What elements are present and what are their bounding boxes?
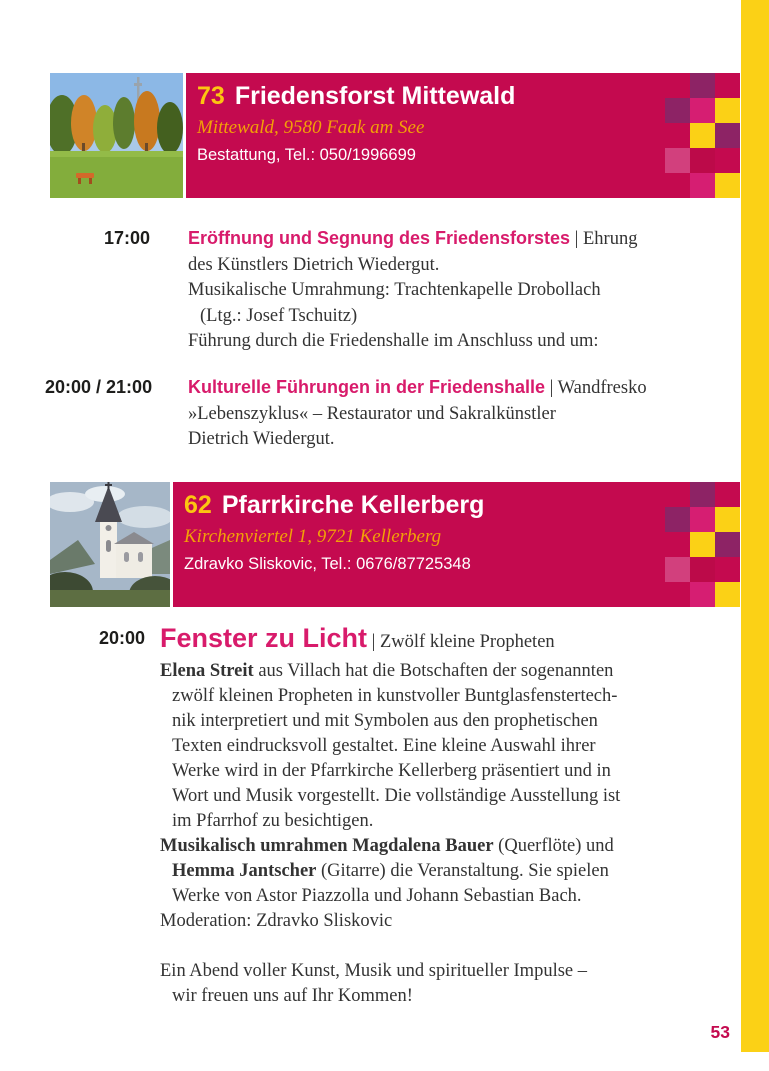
venue-number: 62	[184, 491, 212, 519]
venue-title-line	[197, 82, 740, 114]
text-segment-plain: Moderation: Zdravko Sliskovic	[160, 911, 393, 931]
mosaic-square	[690, 173, 715, 198]
mosaic-square	[665, 98, 690, 123]
venue-address: Mittewald, 9580 Faak am See	[197, 117, 425, 138]
text-segment-plain: nik interpretiert und mit Symbolen aus den prophetischen	[172, 711, 598, 731]
venue-contact: Zdravko Sliskovic, Tel.: 0676/87725348	[184, 555, 471, 573]
mosaic-square	[690, 482, 715, 507]
text-segment-feature: Fenster zu Licht	[160, 623, 368, 653]
forest-illustration	[50, 73, 183, 198]
mosaic-square	[665, 148, 690, 173]
text-segment-plain: aus Villach hat die Botschaften der sogenannten	[253, 661, 614, 681]
mosaic-square	[690, 557, 715, 582]
mosaic-square	[715, 123, 740, 148]
text-segment-bold: Hemma Jantscher	[172, 861, 317, 881]
mosaic-square	[665, 557, 690, 582]
venue-number: 73	[197, 82, 225, 110]
event-text	[188, 226, 733, 355]
page-number: 53	[710, 1022, 730, 1042]
text-segment-plain: | Zwölf kleine Propheten	[367, 632, 555, 652]
event-time: 20:00	[98, 628, 145, 648]
text-segment-plain: »Lebenszyklus« – Restaurator und Sakralkünstler	[188, 403, 556, 424]
event-text	[160, 622, 740, 1009]
text-segment-plain: zwölf kleinen Propheten in kunstvoller Buntglasfenstertech-	[172, 686, 618, 706]
text-segment-title: Eröffnung und Segnung des Friedensforstes	[188, 228, 571, 248]
mosaic-square	[715, 507, 740, 532]
mosaic-square	[690, 148, 715, 173]
text-segment-plain: Dietrich Wiedergut.	[188, 429, 335, 449]
text-segment-plain: Ein Abend voller Kunst, Musik und spiritueller Impulse –	[160, 961, 587, 981]
text-segment-plain: Musikalische Umrahmung: Trachtenkapelle Drobollach	[188, 280, 601, 300]
venue-banner	[173, 482, 740, 607]
text-segment-plain: wir freuen uns auf Ihr Kommen!	[172, 986, 413, 1006]
mosaic-decoration	[665, 482, 740, 607]
text-segment-bold: Elena Streit	[160, 661, 254, 681]
venue-name: Friedensforst Mittewald	[234, 82, 516, 110]
text-segment-plain: Werke wird in der Pfarrkirche Kellerberg präsentiert und in	[172, 761, 611, 781]
event-time: 20:00 / 21:00	[45, 377, 153, 397]
mosaic-square	[715, 582, 740, 607]
text-segment-plain: des Künstlers Dietrich Wiedergut.	[188, 254, 440, 275]
text-segment-plain: im Pfarrhof zu besichtigen.	[172, 811, 374, 831]
mosaic-square	[690, 532, 715, 557]
venue-photo-church	[50, 482, 170, 607]
event-time: 17:00	[103, 228, 150, 248]
yellow-accent-strip	[741, 0, 769, 1052]
mosaic-square	[715, 98, 740, 123]
venue-photo-forest	[50, 73, 183, 198]
text-segment-plain: | Wandfresko	[545, 378, 647, 398]
mosaic-square	[690, 582, 715, 607]
venue-address: Kirchenviertel 1, 9721 Kellerberg	[184, 526, 442, 547]
mosaic-square	[715, 173, 740, 198]
text-segment-title: Kulturelle Führungen in der Friedenshalle	[188, 377, 546, 397]
mosaic-square	[715, 532, 740, 557]
mosaic-square	[690, 123, 715, 148]
text-segment-plain: Texten eindrucksvoll gestaltet. Eine kleine Auswahl ihrer	[172, 736, 596, 756]
event-text	[188, 375, 733, 453]
text-segment-plain: (Querflöte) und	[493, 836, 614, 856]
venue-card-friedensforst	[50, 73, 740, 198]
text-segment-plain: (Gitarre) die Veranstaltung. Sie spielen	[316, 861, 609, 881]
text-segment-plain: Wort und Musik vorgestellt. Die vollständige Ausstellung ist	[172, 786, 621, 806]
text-segment-plain: (Ltg.: Josef Tschuitz)	[200, 305, 358, 326]
venue-card-kellerberg	[50, 482, 740, 607]
text-segment-plain: Werke von Astor Piazzolla und Johann Sebastian Bach.	[172, 886, 582, 906]
church-illustration	[50, 482, 170, 607]
mosaic-square	[665, 507, 690, 532]
venue-name: Pfarrkirche Kellerberg	[221, 491, 485, 519]
venue-banner	[186, 73, 740, 198]
mosaic-square	[690, 73, 715, 98]
mosaic-square	[690, 507, 715, 532]
text-segment-bold: Musikalisch umrahmen Magdalena Bauer	[160, 836, 494, 856]
text-segment-plain: Führung durch die Friedenshalle im Anschluss und um:	[188, 331, 599, 351]
mosaic-square	[690, 98, 715, 123]
venue-title-line	[184, 491, 740, 523]
mosaic-decoration	[665, 73, 740, 198]
text-segment-plain: | Ehrung	[570, 229, 638, 249]
venue-contact: Bestattung, Tel.: 050/1996699	[197, 146, 416, 164]
